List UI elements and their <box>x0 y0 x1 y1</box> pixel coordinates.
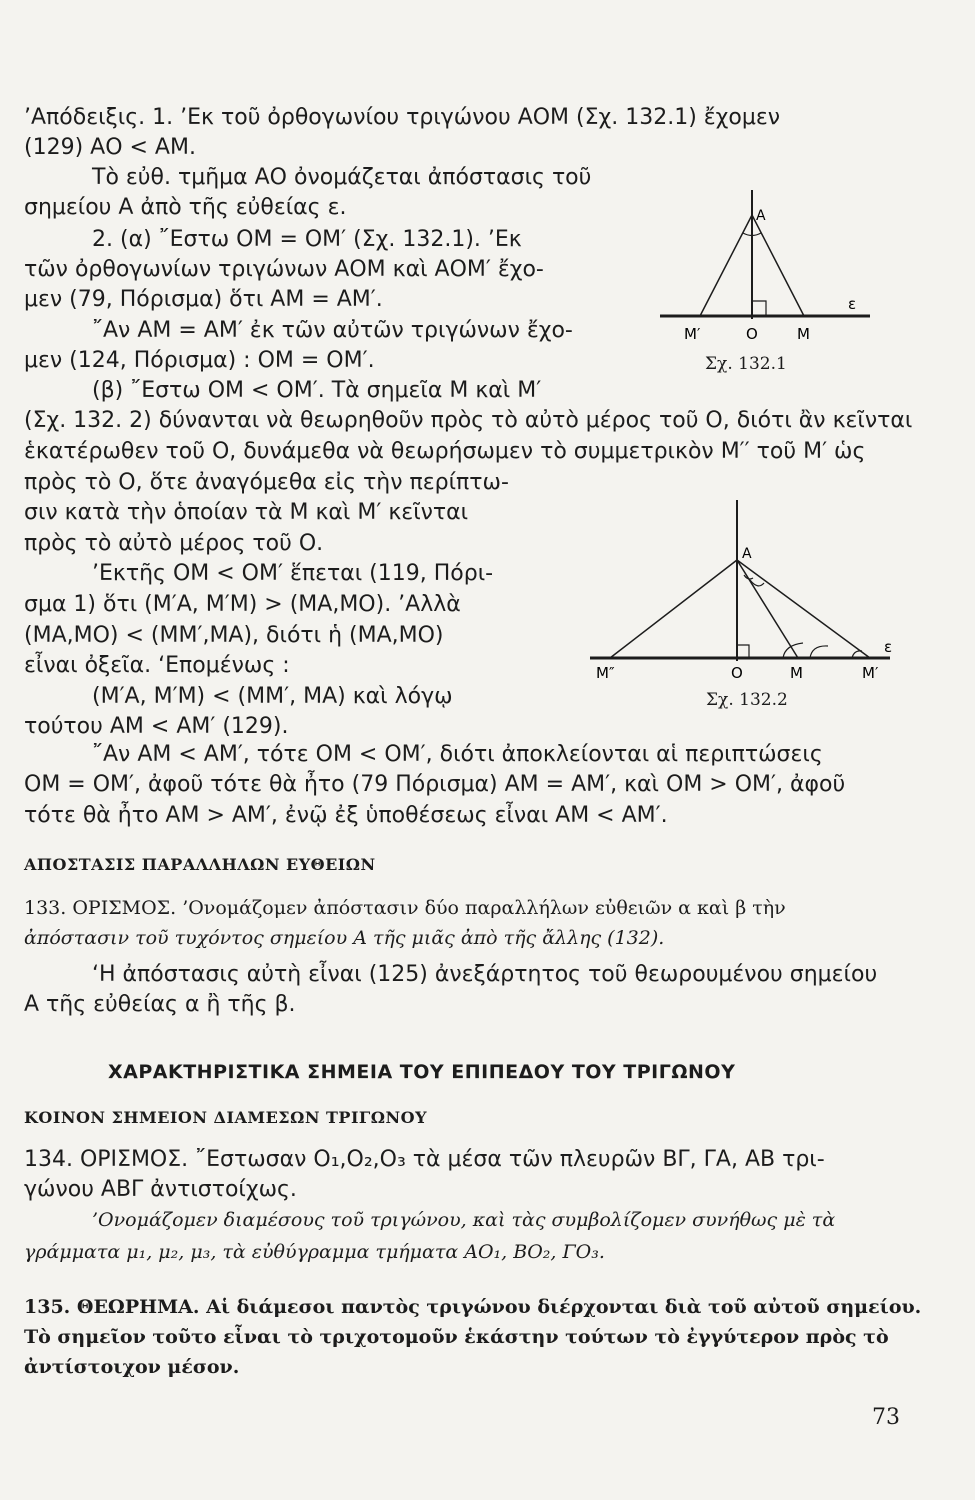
label-m: Μ <box>797 325 810 343</box>
text-line: ἑκατέρωθεν τοῦ Ο, δυνάμεθα νὰ θεωρήσωμεν τὸ συμμετρικὸν Μ′′ τοῦ Μ′ ὡς <box>24 439 866 464</box>
theorem-135-cont: ἀντίστοιχον μέσον. <box>24 1356 240 1378</box>
text-line: τούτου ΑΜ < ΑΜ′ (129). <box>24 714 289 739</box>
text-line: ῎Αν ΑΜ = ΑΜ′ ἐκ τῶν αὐτῶν τριγώνων ἔχο- <box>92 318 573 343</box>
text-line: σμα 1) ὅτι (Μ′Α, Μ′Μ) > (ΜΑ,ΜΟ). ’Αλλὰ <box>24 592 461 617</box>
label-o: Ο <box>731 664 743 682</box>
text-line: (β) ῎Εστω ΟΜ < ΟΜ′. Τὰ σημεῖα Μ καὶ Μ′ <box>92 378 542 403</box>
text-line: σημείου Α ἀπὸ τῆς εὐθείας ε. <box>24 195 347 220</box>
label-m-prime: Μ′ <box>684 325 701 343</box>
definition-134: 134. ΟΡΙΣΜΟΣ. ῎Εστωσαν Ο₁,Ο₂,Ο₃ τὰ μέσα τῶν πλευρῶν ΒΓ, ΓΑ, ΑΒ τρι- <box>24 1147 825 1172</box>
definition-134-cont: γράμματα μ₁, μ₂, μ₃, τὰ εὐθύγραμμα τμήματα ΑΟ₁, ΒΟ₂, ΓΟ₃. <box>24 1241 605 1263</box>
label-m-double-prime: Μ″ <box>596 664 615 682</box>
label-m-prime: Μ′ <box>862 664 879 682</box>
text-line: σιν κατὰ τὴν ὁποίαν τὰ Μ καὶ Μ′ κεῖνται <box>24 500 469 525</box>
text-line: ’Απόδειξις. 1. ’Εκ τοῦ ὀρθογωνίου τριγώνου ΑΟΜ (Σχ. 132.1) ἔχομεν <box>24 105 781 130</box>
definition-133-cont: ἀπόστασιν τοῦ τυχόντος σημείου Α τῆς μιᾶς ἀπὸ τῆς ἄλλης (132). <box>24 927 665 949</box>
text-line: μεν (124, Πόρισμα) : ΟΜ = ΟΜ′. <box>24 348 375 373</box>
text-line: εἶναι ὀξεῖα. ‘Επομένως : <box>24 653 290 678</box>
definition-134-cont: ’Ονομάζομεν διαμέσους τοῦ τριγώνου, καὶ τὰς συμβολίζομεν συνήθως μὲ τὰ <box>92 1209 836 1231</box>
label-a: Α <box>756 208 766 224</box>
text-line: (ΜΑ,ΜΟ) < (ΜΜ′,ΜΑ), διότι ἡ (ΜΑ,ΜΟ) <box>24 623 444 648</box>
theorem-135: 135. ΘΕΩΡΗΜΑ. Αἱ διάμεσοι παντὸς τριγώνου διέρχονται διὰ τοῦ αὐτοῦ σημείου. <box>24 1296 922 1318</box>
section-heading: ΑΠΟΣΤΑΣΙΣ ΠΑΡΑΛΛΗΛΩΝ ΕΥΘΕΙΩΝ <box>24 855 376 874</box>
text-line: ‘Η ἀπόστασις αὐτὴ εἶναι (125) ἀνεξάρτητος τοῦ θεωρουμένου σημείου <box>92 962 878 987</box>
text-line: γώνου ΑΒΓ ἀντιστοίχως. <box>24 1177 297 1202</box>
label-a: Α <box>742 546 752 562</box>
label-e: ε <box>884 638 893 656</box>
text-line: ΟΜ = ΟΜ′, ἀφοῦ τότε θὰ ἦτο (79 Πόρισμα) ΑΜ = ΑΜ′, καὶ ΟΜ > ΟΜ′, ἀφοῦ <box>24 772 846 797</box>
text-line: Α τῆς εὐθείας α ἢ τῆς β. <box>24 992 296 1017</box>
text-line: Τὸ εὐθ. τμῆμα ΑΟ ὀνομάζεται ἀπόστασις τοῦ <box>92 165 592 190</box>
section-heading: ΚΟΙΝΟΝ ΣΗΜΕΙΟΝ ΔΙΑΜΕΣΩΝ ΤΡΙΓΩΝΟΥ <box>24 1108 428 1127</box>
theorem-135-cont: Τὸ σημεῖον τοῦτο εἶναι τὸ τριχοτομοῦν ἑκάστην τούτων τὸ ἐγγύτερον πρὸς τὸ <box>24 1326 889 1348</box>
text-line: 2. (α) ῎Εστω ΟΜ = ΟΜ′ (Σχ. 132.1). ’Εκ <box>92 227 522 252</box>
figure-caption: Σχ. 132.1 <box>705 354 787 374</box>
figure-caption: Σχ. 132.2 <box>706 690 788 710</box>
text-line: τῶν ὀρθογωνίων τριγώνων ΑΟΜ καὶ ΑΟΜ′ ἔχο- <box>24 257 544 282</box>
label-o: Ο <box>746 325 758 343</box>
text-line: μεν (79, Πόρισμα) ὅτι ΑΜ = ΑΜ′. <box>24 287 383 312</box>
text-line: (Σχ. 132. 2) δύνανται νὰ θεωρηθοῦν πρὸς τὸ αὐτὸ μέρος τοῦ Ο, διότι ἂν κεῖνται <box>24 408 913 433</box>
label-m: Μ <box>790 664 803 682</box>
text-line: (129) ΑΟ < ΑΜ. <box>24 135 196 160</box>
text-line: τότε θὰ ἦτο ΑΜ > ΑΜ′, ἐνῷ ἐξ ὑποθέσεως εἶναι ΑΜ < ΑΜ′. <box>24 803 668 828</box>
text-line: πρὸς τὸ Ο, ὅτε ἀναγόμεθα εἰς τὴν περίπτω- <box>24 470 509 495</box>
label-e: ε <box>848 295 857 313</box>
text-line: ῎Αν ΑΜ < ΑΜ′, τότε ΟΜ < ΟΜ′, διότι ἀποκλείονται αἱ περιπτώσεις <box>92 742 823 767</box>
figure-132-2 <box>590 495 910 695</box>
text-line: πρὸς τὸ αὐτὸ μέρος τοῦ Ο. <box>24 531 324 556</box>
text-line: ’Εκτῆς ΟΜ < ΟΜ′ ἕπεται (119, Πόρι- <box>92 561 494 586</box>
figure-132-1 <box>660 185 880 355</box>
page-number: 73 <box>872 1405 900 1430</box>
definition-133: 133. ΟΡΙΣΜΟΣ. ’Ονομάζομεν ἀπόστασιν δύο παραλλήλων εὐθειῶν α καὶ β τὴν <box>24 897 786 919</box>
chapter-title: ΧΑΡΑΚΤΗΡΙΣΤΙΚΑ ΣΗΜΕΙΑ ΤΟΥ ΕΠΙΠΕΔΟΥ ΤΟΥ ΤΡΙΓΩΝΟΥ <box>108 1061 736 1083</box>
text-line: (Μ′Α, Μ′Μ) < (ΜΜ′, ΜΑ) καὶ λόγῳ <box>92 684 453 709</box>
